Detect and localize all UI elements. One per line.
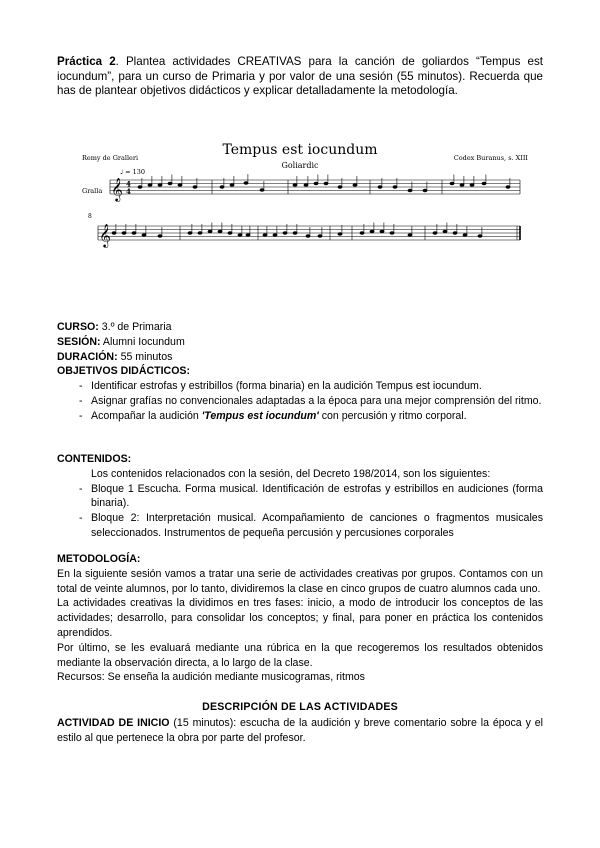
intro-text: . Plantea actividades CREATIVAS para la canción de goliardos “Tempus est iocundum”, para un curso de Primaria y por valor de una sesión (55 minutos). Recuerda que has de plantear objetivos didácticos y explicar detalladamente la metodología. [57, 55, 543, 98]
note-head [193, 186, 197, 189]
note-head [293, 184, 297, 187]
contenidos-list [57, 482, 543, 541]
contenidos-section [57, 452, 543, 541]
metodologia-paragraph-2: La actividades creativas la dividimos en tres fases: inicio, a modo de introducir los conceptos de las actividades; desarrollo, para consolidar los conceptos; y final, para poner en práctica los contenidos aprendidos. [57, 597, 543, 639]
treble-clef-icon: 𝄞 [111, 177, 123, 201]
contenidos-heading: CONTENIDOS: [57, 453, 132, 465]
note-head [178, 184, 182, 187]
note-head [138, 186, 142, 189]
note-head [148, 184, 152, 187]
note-head [423, 189, 427, 192]
note-head [198, 232, 202, 235]
note-head [378, 186, 382, 189]
note-head [283, 232, 287, 235]
note-head [158, 184, 162, 187]
note-head [263, 234, 267, 237]
objetivos-list [57, 379, 543, 423]
note-head [188, 232, 192, 235]
note-head [408, 189, 412, 192]
note-head [246, 234, 250, 237]
score-left-credit: Remy de Gralleri [82, 154, 139, 162]
note-head [453, 232, 457, 235]
intro-paragraph [57, 55, 543, 99]
list-item: - Identificar estrofas y estribillos (forma binaria) en la audición Tempus est iocundum. [79, 380, 482, 393]
metodologia-heading: METODOLOGÍA: [57, 553, 141, 565]
sesion-value: Alumni Iocundum [100, 335, 185, 348]
note-head [338, 233, 342, 236]
score-title: Tempus est iocundum [222, 142, 378, 158]
note-head [220, 186, 224, 189]
duracion-value: 55 minutos [117, 350, 173, 363]
note-head [260, 189, 264, 192]
note-head [142, 234, 146, 237]
note-head [324, 182, 328, 185]
course-info [57, 320, 543, 424]
actividad-inicio [57, 716, 543, 746]
note-head [470, 184, 474, 187]
note-head [370, 230, 374, 233]
curso-label: CURSO: [57, 321, 99, 333]
note-head [506, 186, 510, 189]
note-head [168, 182, 172, 185]
actividades-heading: DESCRIPCIÓN DE LAS ACTIVIDADES [202, 701, 398, 713]
note-head [390, 232, 394, 235]
actividad-inicio-text: (15 minutos): escucha de la audición y breve comentario sobre la época y el estilo al que pertenece la obra por parte del profesor. [57, 717, 543, 744]
note-head [408, 234, 412, 237]
note-head [238, 234, 242, 237]
note-head [314, 182, 318, 185]
score-subtitle: Goliardic [281, 161, 319, 170]
music-score [80, 138, 530, 258]
list-item: - Asignar grafías no convencionales adaptadas a la época para una mejor comprensión del ritmo. [79, 394, 542, 407]
sesion-label: SESIÓN: [57, 335, 101, 348]
note-head [338, 186, 342, 189]
note-head [443, 230, 447, 233]
note-head [122, 232, 126, 235]
note-head [433, 232, 437, 235]
curso-line [57, 320, 543, 335]
metodologia-paragraph-3: Por último, se les evaluará mediante una rúbrica en la que recogeremos los resultados obtenidos mediante la observación directa, a lo largo de la clase. [57, 641, 543, 669]
treble-clef-icon-2: 𝄞 [99, 223, 111, 247]
objetivos-heading: OBJETIVOS DIDÁCTICOS: [57, 365, 191, 378]
actividad-inicio-label: ACTIVIDAD DE INICIO [57, 717, 170, 729]
list-item: - Bloque 2: Interpretación musical. Acompañamiento de canciones o fragmentos musicales seleccionados. Instrumentos de pequeña percusión y percusiones corporales [79, 512, 543, 539]
contenidos-intro: Los contenidos relacionados con la sesión, del Decreto 198/2014, son los siguientes: [91, 467, 491, 480]
list-item: - Bloque 1 Escucha. Forma musical. Identificación de estrofas y estribillos en audiciones (forma binaria). [79, 482, 543, 510]
curso-value: 3.º de Primaria [98, 321, 172, 333]
note-head [112, 232, 116, 235]
note-head [306, 235, 310, 238]
score-tempo: ♩ = 130 [120, 168, 146, 176]
note-head [218, 230, 222, 233]
note-head [273, 234, 277, 237]
note-head [463, 234, 467, 237]
note-head [353, 184, 357, 187]
note-head [228, 232, 232, 235]
duracion-label: DURACIÓN: [57, 350, 118, 363]
score-measure-number: 8 [88, 213, 92, 220]
score-right-credit: Codex Buranus, s. XIII [453, 154, 528, 162]
metodologia-paragraph-1: En la siguiente sesión vamos a tratar una serie de actividades creativas por grupos. Contamos con un total de veinte alumnos, por lo tanto, dividiremos la clase en cinco grupos de cuatro alumnos cada uno. [57, 567, 543, 595]
intro-label: Práctica 2 [57, 55, 116, 68]
note-head [478, 235, 482, 238]
note-head [158, 235, 162, 238]
sesion-line [57, 335, 543, 350]
note-head [318, 235, 322, 238]
note-head [482, 182, 486, 185]
note-head [208, 230, 212, 233]
note-head [450, 182, 454, 185]
time-signature-top: 4 [126, 179, 131, 189]
note-head [244, 182, 248, 185]
note-head [304, 184, 308, 187]
note-head [393, 186, 397, 189]
duracion-line [57, 350, 543, 365]
list-item: - Acompañar la audición 'Tempus est iocundum' con percusión y ritmo corporal. [79, 409, 467, 422]
metodologia-paragraph-4: Recursos: Se enseña la audición mediante musicogramas, ritmos [57, 671, 365, 684]
note-head [132, 232, 136, 235]
score-instrument: Gralla [82, 187, 103, 195]
note-head [293, 232, 297, 235]
time-signature-bottom: 4 [126, 187, 131, 196]
note-head [230, 184, 234, 187]
note-head [460, 184, 464, 187]
note-head [360, 232, 364, 235]
metodologia-section [57, 552, 543, 685]
note-head [380, 230, 384, 233]
